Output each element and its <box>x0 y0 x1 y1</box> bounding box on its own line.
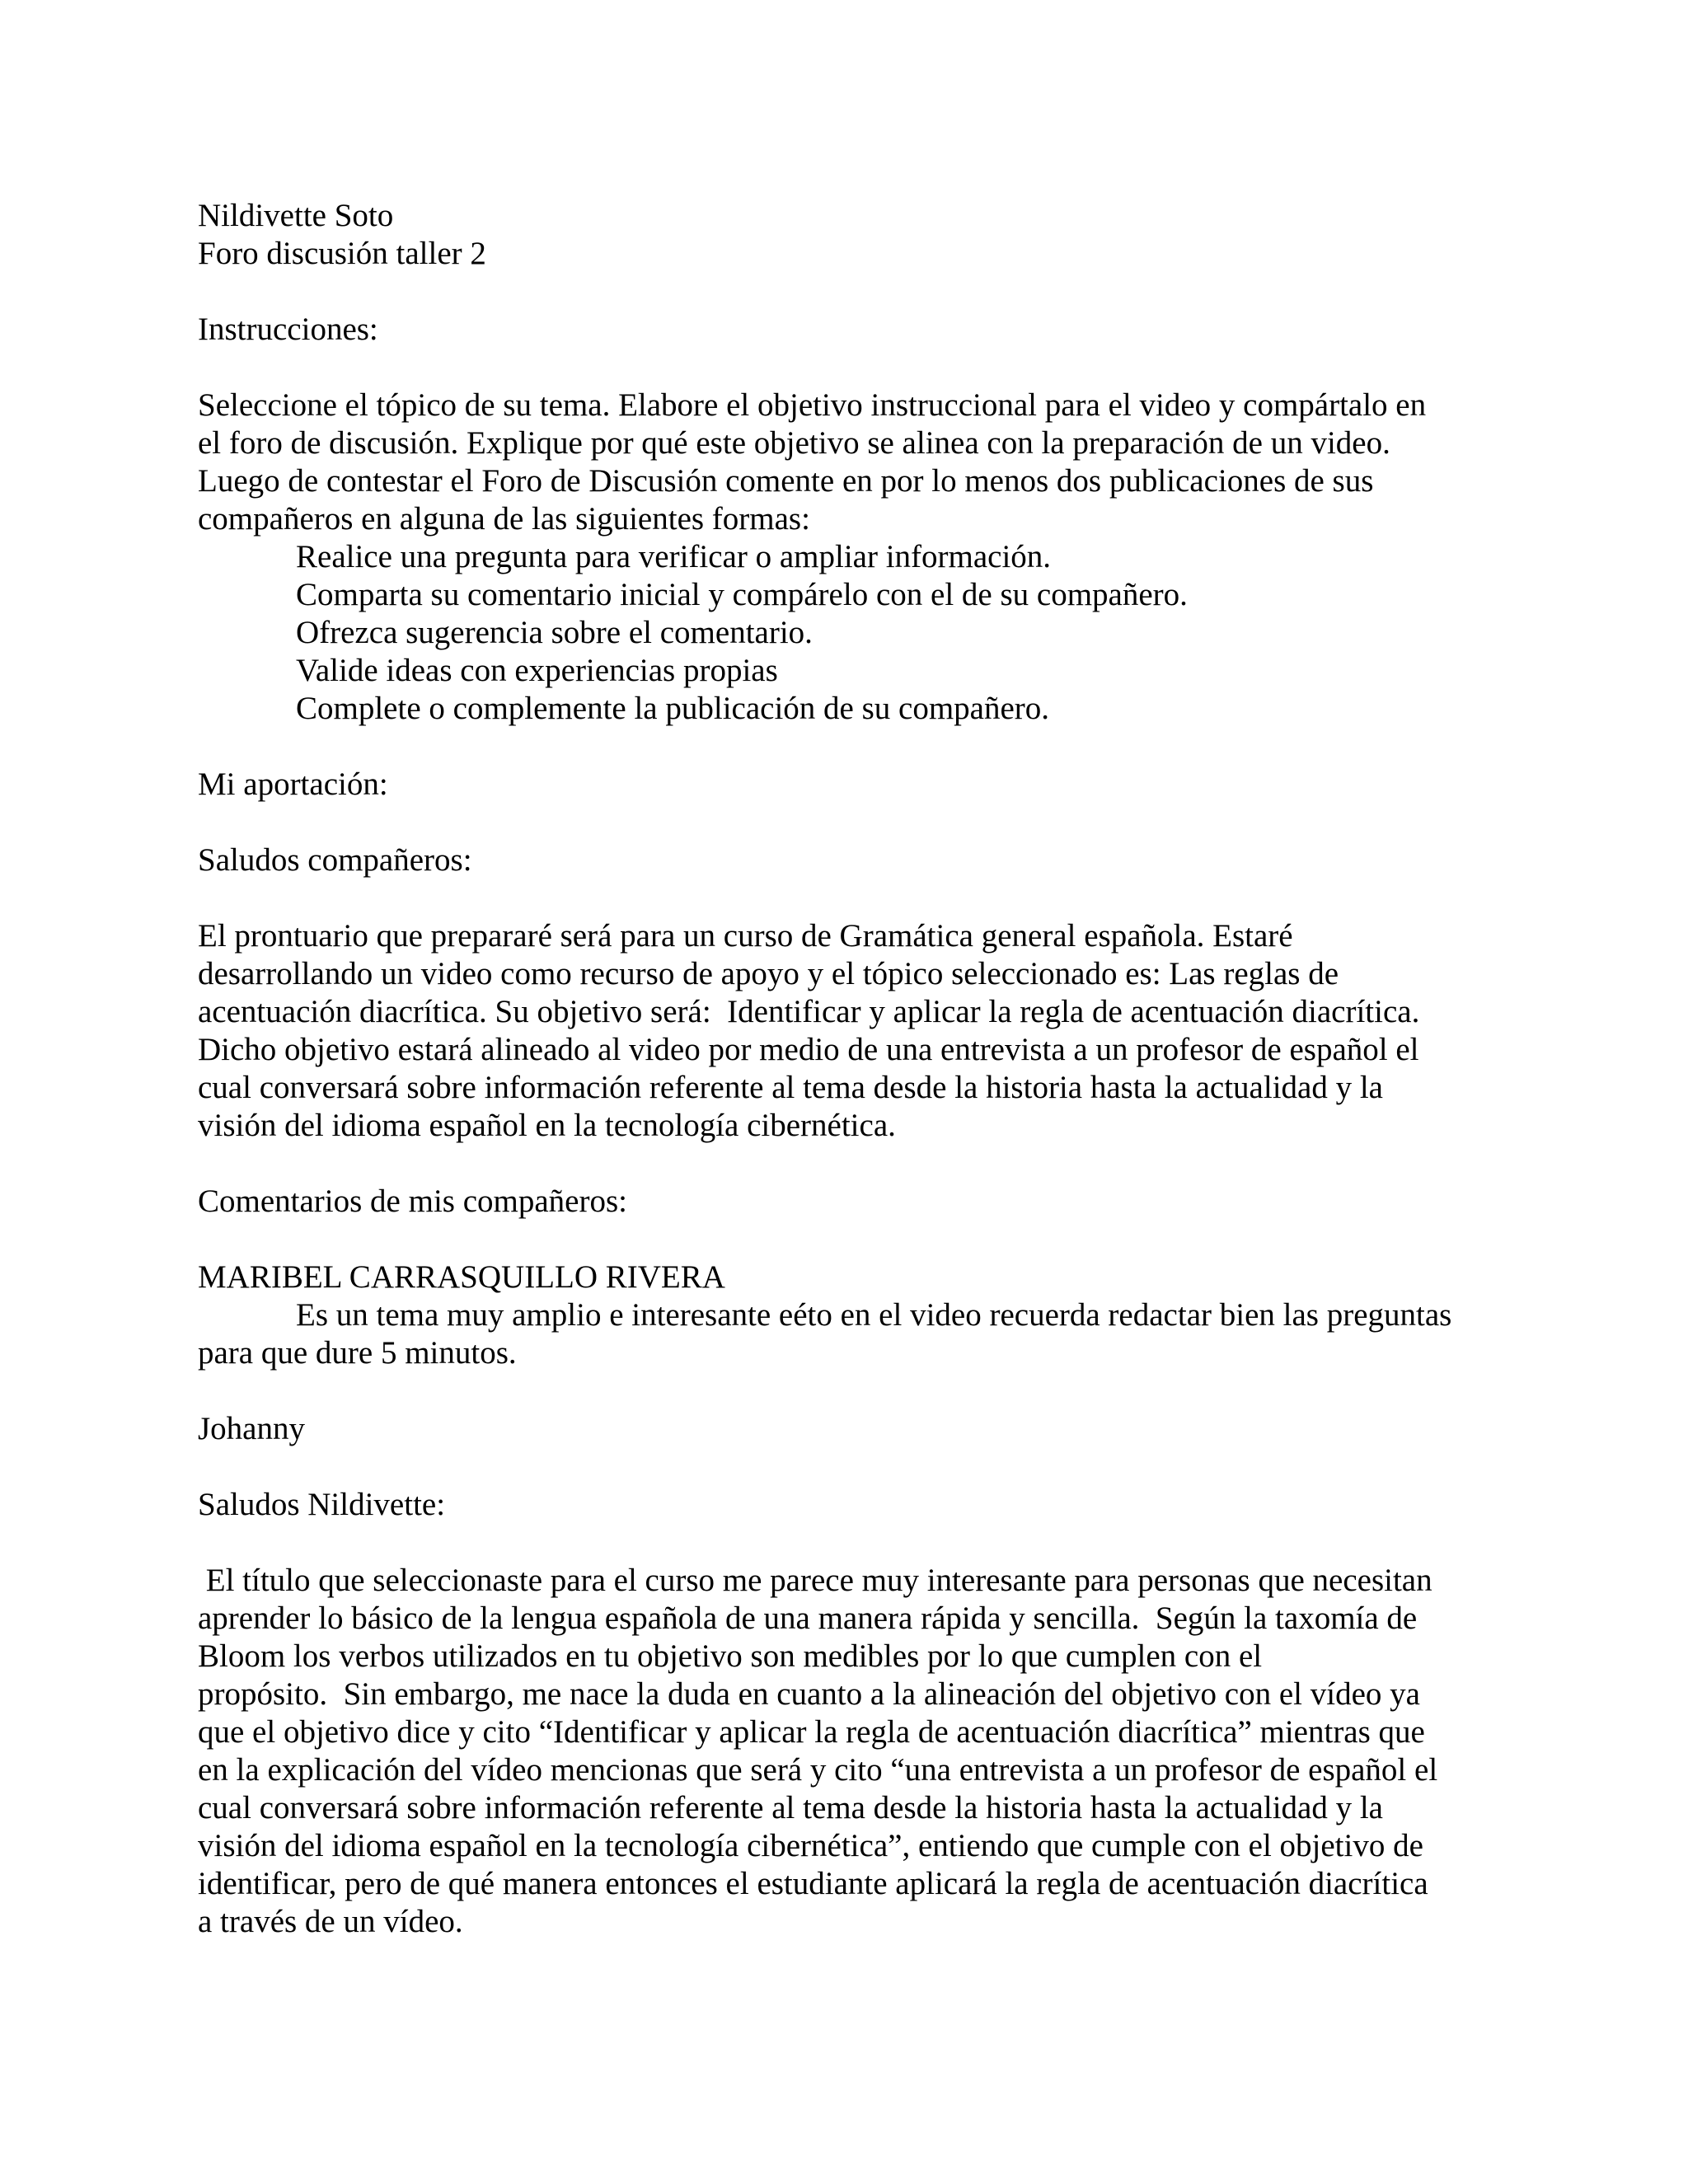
document-title: Foro discusión taller 2 <box>198 236 486 271</box>
instructions-line: Seleccione el tópico de su tema. Elabore el objetivo instruccional para el video y compártalo en <box>198 387 1427 423</box>
contribution-greeting: Saludos compañeros: <box>198 842 472 878</box>
comment-greeting: Saludos Nildivette: <box>198 1487 446 1522</box>
comment-line: en la explicación del vídeo mencionas que será y cito “una entrevista a un profesor de español el <box>198 1752 1438 1788</box>
comment-line: identificar, pero de qué manera entonces el estudiante aplicará la regla de acentuación diacrítica <box>198 1866 1428 1901</box>
comment-line: que el objetivo dice y cito “Identificar y aplicar la regla de acentuación diacrítica” mientras que <box>198 1714 1425 1750</box>
instructions-line: Luego de contestar el Foro de Discusión comente en por lo menos dos publicaciones de sus <box>198 463 1374 499</box>
instruction-option: Valide ideas con experiencias propias <box>296 653 778 688</box>
instruction-option: Ofrezca sugerencia sobre el comentario. <box>296 615 813 650</box>
instructions-line: el foro de discusión. Explique por qué este objetivo se alinea con la preparación de un video. <box>198 425 1390 461</box>
author-name: Nildivette Soto <box>198 198 394 233</box>
contribution-line: cual conversará sobre información referente al tema desde la historia hasta la actualidad y la <box>198 1070 1383 1105</box>
comment-line: visión del idioma español en la tecnología cibernética”, entiendo que cumple con el objetivo de <box>198 1828 1423 1863</box>
contribution-line: El prontuario que prepararé será para un curso de Gramática general española. Estaré <box>198 918 1293 954</box>
comment-line: Bloom los verbos utilizados en tu objetivo son medibles por lo que cumplen con el <box>198 1638 1263 1674</box>
instructions-line: compañeros en alguna de las siguientes formas: <box>198 501 810 537</box>
instruction-option: Realice una pregunta para verificar o ampliar información. <box>296 539 1052 574</box>
comment-line: para que dure 5 minutos. <box>198 1335 517 1371</box>
comment-line: cual conversará sobre información referente al tema desde la historia hasta la actualidad y la <box>198 1790 1383 1825</box>
comment-line: propósito. Sin embargo, me nace la duda en cuanto a la alineación del objetivo con el vídeo ya <box>198 1676 1420 1712</box>
contribution-line: acentuación diacrítica. Su objetivo será: Identificar y aplicar la regla de acentuación diacrítica. <box>198 994 1420 1029</box>
comment-author: Johanny <box>198 1411 305 1446</box>
contribution-line: desarrollando un video como recurso de apoyo y el tópico seleccionado es: Las reglas de <box>198 956 1339 991</box>
comments-heading: Comentarios de mis compañeros: <box>198 1183 627 1219</box>
comment-author: MARIBEL CARRASQUILLO RIVERA <box>198 1259 725 1295</box>
instruction-option: Complete o complemente la publicación de su compañero. <box>296 691 1050 726</box>
comment-line: Es un tema muy amplio e interesante eéto en el video recuerda redactar bien las preguntas <box>296 1297 1452 1333</box>
instruction-option: Comparta su comentario inicial y compárelo con el de su compañero. <box>296 577 1188 612</box>
instructions-heading: Instrucciones: <box>198 312 378 347</box>
comment-line: aprender lo básico de la lengua española de una manera rápida y sencilla. Según la taxomía de <box>198 1601 1418 1636</box>
contribution-line: visión del idioma español en la tecnología cibernética. <box>198 1108 896 1143</box>
comment-line: El título que seleccionaste para el curso me parece muy interesante para personas que necesitan <box>198 1563 1432 1598</box>
comment-line: a través de un vídeo. <box>198 1904 463 1939</box>
contribution-line: Dicho objetivo estará alineado al video por medio de una entrevista a un profesor de español el <box>198 1032 1419 1067</box>
contribution-heading: Mi aportación: <box>198 766 388 802</box>
